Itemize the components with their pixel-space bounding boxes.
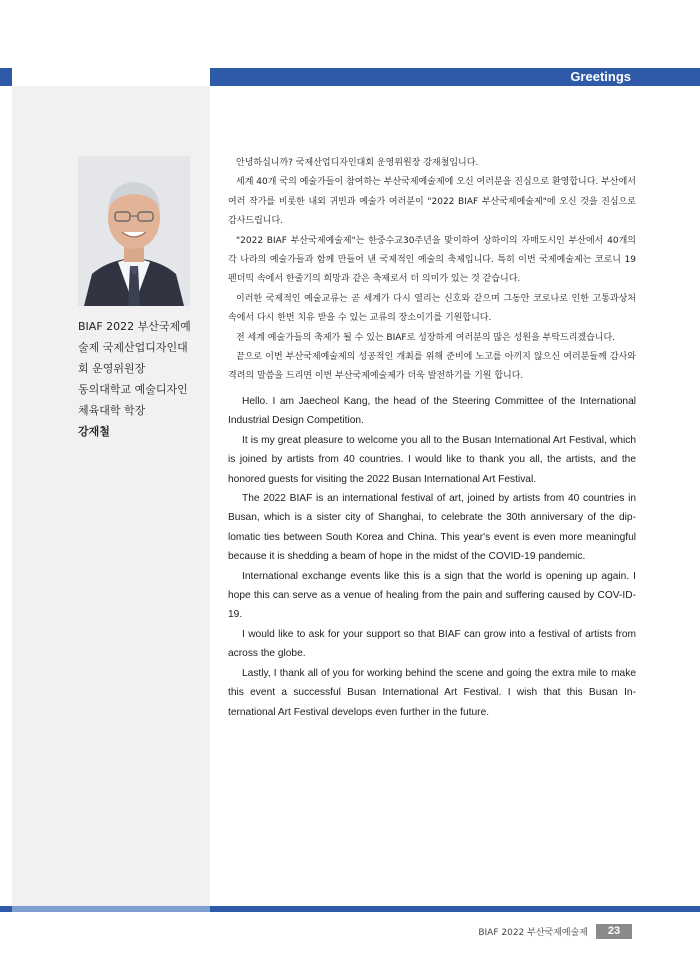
profile-line: BIAF 2022 부산국제예 — [78, 320, 191, 333]
footer-bar-sidebar — [12, 906, 210, 912]
korean-paragraph: 전 세계 예술가들의 축제가 될 수 있는 BIAF로 성장하게 여러분의 많은 성원을 부탁드리겠습니다. — [236, 332, 616, 343]
profile-line: 회 운영위원장 — [78, 362, 146, 375]
page-number: 23 — [596, 924, 632, 939]
profile-line: 동의대학교 예술디자인 — [78, 383, 188, 396]
korean-paragraph: 세계 40개 국의 예술가들이 참여하는 부산국제예술제에 오신 여러분을 진심으로 환영합니다. 부산에서 여러 작가를 비롯한 내외 귀빈과 예술가 여러분이 "2022 BIAF 부산국제예술제"에 오신 것을 진심으로 감사드립니다. — [228, 177, 636, 227]
english-paragraph: The 2022 BIAF is an international festival of art, joined by artists from 40 countries in Busan, which is a sister city of Shanghai, to celebrate the 30th anniversary of the dip-lomatic ties between South Korea and China. This year's event is even more meaningful because it is shedding a beam of hope in the midst of the COVID-19 pandemic. — [228, 493, 636, 563]
korean-greeting — [228, 154, 636, 387]
korean-paragraph: "2022 BIAF 부산국제예술제"는 한중수교30주년을 맞이하여 상하이의 자매도시인 부산에서 40개의 각 나라의 예술가들과 함께 만들어 낸 국제적인 예술의 축제입니다. 특히 이번 국제예술제는 코로니 19 펜더믹 속에서 한줄기의 희망과 같은 축제로서 더 의미가 있는 것 같습니다. — [228, 235, 636, 285]
english-paragraph: I would like to ask for your support so that BIAF can grow into a festival of artists from across the globe. — [228, 628, 636, 660]
korean-paragraph: 이러한 국제적인 예술교류는 곧 세계가 다시 열리는 신호와 같으며 그동안 코로나로 인한 고통과상처 속에서 다시 한번 치유 받을 수 있는 교류의 장소이기를 기원합니다. — [228, 293, 636, 324]
profile-line: 술제 국제산업디자인대 — [78, 341, 188, 354]
section-title: Greetings — [570, 69, 631, 84]
portrait-photo — [78, 156, 190, 306]
korean-paragraph: 안녕하십니까? 국제산업디자인대회 운영위원장 강재철입니다. — [236, 158, 479, 168]
english-paragraph: It is my great pleasure to welcome you all to the Busan International Art Festival, which is joined by artists from 40 countries. I would like to thank you all, the artists, and the honored guests for visiting the 2022 Busan International Art Festival. — [228, 434, 636, 485]
header-bar-left — [0, 68, 12, 86]
english-paragraph: International exchange events like this is a sign that the world is opening up again. I hope this can serve as a venue of healing from the pain and suffering caused by COV-ID-19. — [228, 570, 636, 621]
profile-name: 강재철 — [78, 425, 110, 438]
profile-line: 체육대학 학장 — [78, 404, 146, 417]
english-paragraph: Hello. I am Jaecheol Kang, the head of the Steering Committee of the International Industrial Design Competition. — [228, 396, 636, 427]
korean-paragraph: 끝으로 이번 부산국제예술제의 성공적인 개최를 위해 준비에 노고를 아끼지 않으신 여러분들께 감사와 격려의 말씀을 드리면 이번 부산국제예술제가 더욱 발전하기를 기원 합니다. — [228, 352, 636, 382]
english-greeting — [228, 392, 636, 722]
english-paragraph: Lastly, I thank all of you for working behind the scene and going the extra mile to make this event a successful Busan International Art Festival. I wish that this Busan In-ternational Art Festival develops even further in the future. — [228, 667, 636, 718]
portrait-illustration — [78, 156, 190, 306]
profile-caption — [78, 316, 208, 442]
footer-publication: BIAF 2022 부산국제예술제 — [478, 928, 588, 938]
